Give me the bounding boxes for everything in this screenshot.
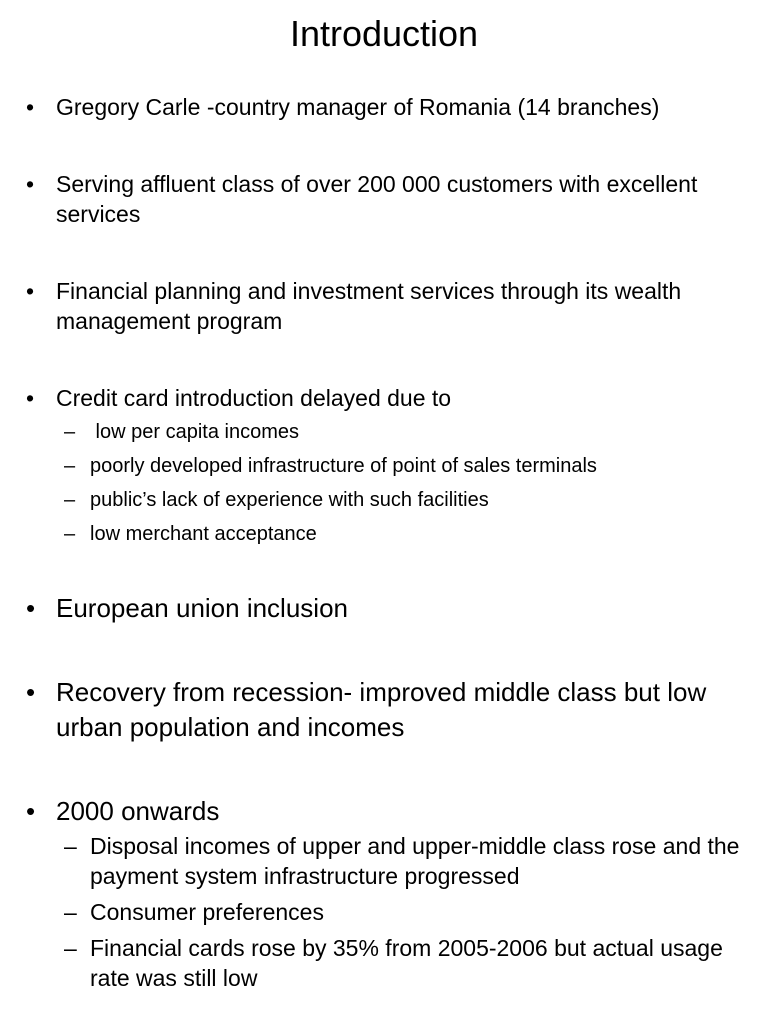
- sub-list: [64, 831, 756, 993]
- sub-text: poorly developed infrastructure of point of sales terminals: [90, 455, 597, 477]
- sub-text: public’s lack of experience with such facilities: [90, 489, 489, 511]
- bullet-text: Credit card introduction delayed due to: [56, 385, 452, 411]
- sub-list: [64, 415, 756, 551]
- sub-item: [64, 415, 756, 449]
- sub-item: [64, 449, 756, 483]
- sub-dash-icon: –: [64, 833, 77, 859]
- sub-text: Consumer preferences: [90, 899, 324, 925]
- bullet-dot-icon: •: [26, 796, 36, 826]
- bullet-text: Serving affluent class of over 200 000 customers with excellent services: [56, 171, 698, 227]
- bullet-dot-icon: •: [26, 171, 35, 197]
- bullet-item: [26, 92, 756, 122]
- slide-title: Introduction: [289, 13, 479, 54]
- sub-item: [64, 897, 756, 927]
- sub-dash-icon: –: [64, 489, 76, 511]
- bullet-dot-icon: •: [26, 278, 35, 304]
- sub-text: Financial cards rose by 35% from 2005-2006 but actual usage rate was still low: [90, 935, 723, 991]
- sub-item: [64, 831, 756, 891]
- bullet-dot-icon: •: [26, 385, 35, 411]
- sub-item: [64, 933, 756, 993]
- sub-text: Disposal incomes of upper and upper-middle class rose and the payment system infrastructure progressed: [90, 833, 740, 889]
- bullet-item: [26, 276, 756, 336]
- sub-dash-icon: –: [64, 421, 76, 443]
- bullet-item: [26, 675, 756, 745]
- sub-text: low per capita incomes: [90, 421, 299, 443]
- sub-dash-icon: –: [64, 523, 76, 545]
- bullet-item: [26, 794, 756, 993]
- bullet-text: Recovery from recession- improved middle class but low urban population and incomes: [56, 677, 707, 742]
- bullet-dot-icon: •: [26, 677, 36, 707]
- bullet-text: European union inclusion: [56, 593, 348, 623]
- bullet-text: Gregory Carle -country manager of Romania (14 branches): [56, 94, 660, 120]
- sub-item: [64, 517, 756, 551]
- sub-dash-icon: –: [64, 455, 76, 477]
- bullet-dot-icon: •: [26, 593, 36, 623]
- bullet-text: 2000 onwards: [56, 796, 220, 826]
- bullet-item: [26, 591, 756, 626]
- bullet-item: [26, 169, 756, 229]
- sub-dash-icon: –: [64, 899, 77, 925]
- bullet-text: Financial planning and investment services through its wealth management program: [56, 278, 682, 334]
- sub-item: [64, 483, 756, 517]
- sub-dash-icon: –: [64, 935, 77, 961]
- sub-text: low merchant acceptance: [90, 523, 317, 545]
- bullet-dot-icon: •: [26, 94, 35, 120]
- bullet-item: [26, 383, 756, 551]
